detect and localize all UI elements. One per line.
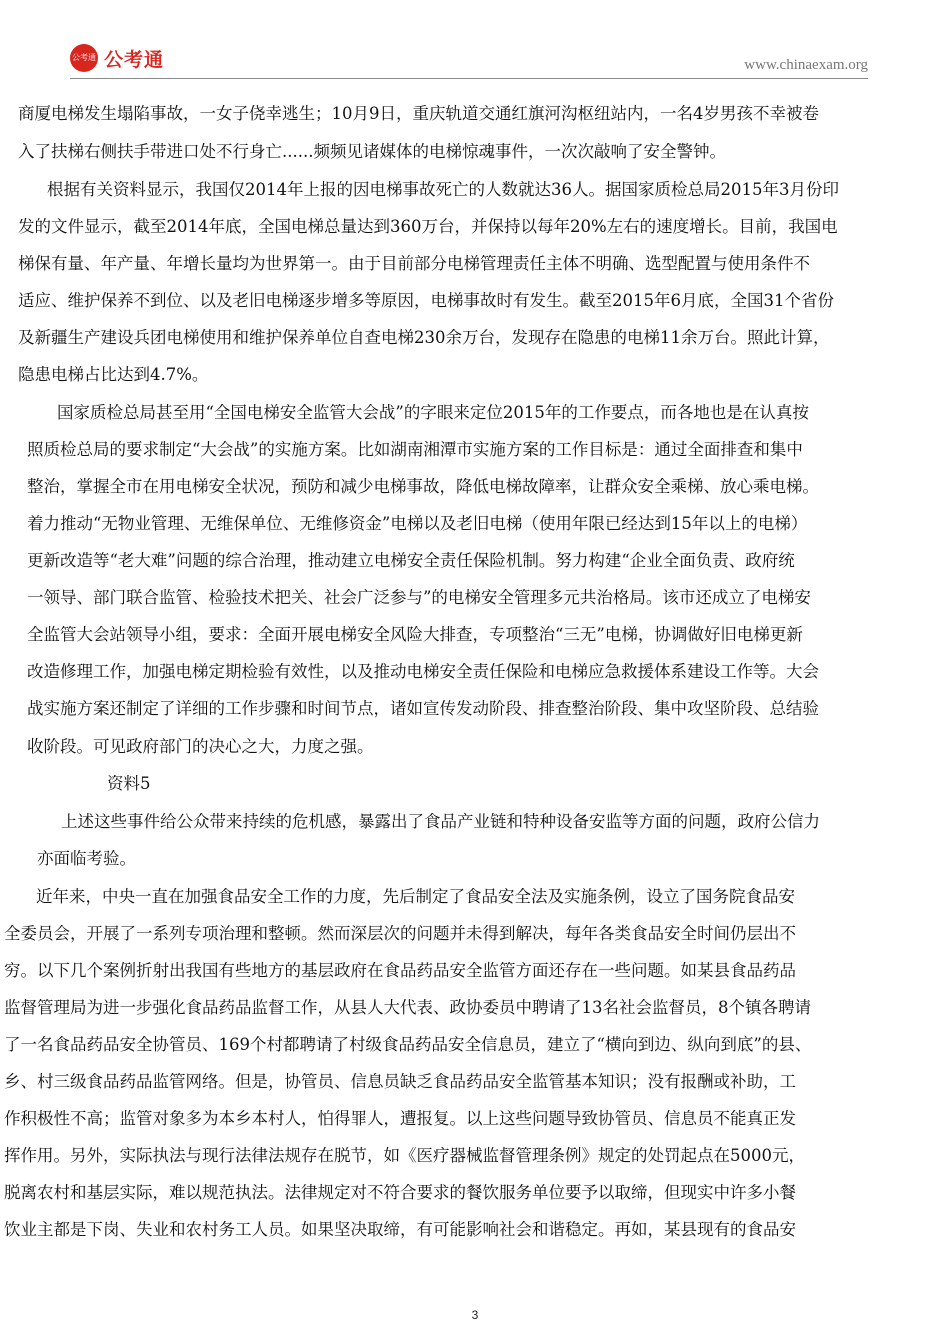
page-header — [0, 0, 950, 80]
logo — [70, 44, 164, 72]
text-line: 梯保有量、年产量、年增长量均为世界第一。由于目前部分电梯管理责任主体不明确、选型配置与使用条件不 — [18, 254, 810, 273]
text-line: 根据有关资料显示，我国仅2014年上报的因电梯事故死亡的人数就达36人。据国家质检总局2015年3月份印 — [47, 180, 839, 199]
text-line: 乡、村三级食品药品监管网络。但是，协管员、信息员缺乏食品药品安全监管基本知识；没有报酬或补助，工 — [4, 1072, 796, 1091]
text-line: 全监管大会站领导小组，要求：全面开展电梯安全风险大排查，专项整治“三无”电梯，协调做好旧电梯更新 — [27, 625, 803, 644]
text-line: 入了扶梯右侧扶手带进口处不行身亡......频频见诸媒体的电梯惊魂事件，一次次敲响了安全警钟。 — [18, 142, 726, 161]
text-line: 亦面临考验。 — [37, 849, 136, 868]
logo-badge-icon: 公考通 — [70, 44, 98, 72]
text-line: 改造修理工作，加强电梯定期检验有效性，以及推动电梯安全责任保险和电梯应急救援体系建设工作等。大会 — [27, 662, 819, 681]
text-line: 照质检总局的要求制定“大会战”的实施方案。比如湖南湘潭市实施方案的工作目标是：通过全面排查和集中 — [27, 440, 803, 459]
text-line: 战实施方案还制定了详细的工作步骤和时间节点，诸如宣传发动阶段、排查整治阶段、集中攻坚阶段、总结验 — [27, 699, 819, 718]
text-line: 监督管理局为进一步强化食品药品监督工作，从县人大代表、政协委员中聘请了13名社会监督员，8个镇各聘请 — [4, 998, 811, 1017]
text-line: 穷。以下几个案例折射出我国有些地方的基层政府在食品药品安全监管方面还存在一些问题。如某县食品药品 — [4, 961, 796, 980]
text-line: 上述这些事件给公众带来持续的危机感，暴露出了食品产业链和特种设备安监等方面的问题，政府公信力 — [61, 812, 820, 831]
text-line: 国家质检总局甚至用“全国电梯安全监管大会战”的字眼来定位2015年的工作要点，而各地也是在认真按 — [57, 403, 809, 422]
section-heading: 资料5 — [107, 774, 151, 793]
text-line: 一领导、部门联合监管、检验技术把关、社会广泛参与”的电梯安全管理多元共治格局。该市还成立了电梯安 — [27, 588, 811, 607]
text-line: 收阶段。可见政府部门的决心之大，力度之强。 — [27, 737, 374, 756]
text-line: 作积极性不高；监管对象多为本乡本村人，怕得罪人，遭报复。以上这些问题导致协管员、信息员不能真正发 — [4, 1109, 796, 1128]
text-line: 了一名食品药品安全协管员、169个村都聘请了村级食品药品安全信息员，建立了“横向到边、纵向到底”的县、 — [4, 1035, 812, 1054]
text-line: 隐患电梯占比达到4.7%。 — [18, 365, 209, 384]
page-number: 3 — [471, 1308, 479, 1322]
text-line: 全委员会，开展了一系列专项治理和整顿。然而深层次的问题并未得到解决，每年各类食品安全时间仍层出不 — [4, 924, 796, 943]
text-line: 发的文件显示，截至2014年底，全国电梯总量达到360万台，并保持以每年20%左右的速度增长。目前，我国电 — [18, 217, 838, 236]
text-line: 挥作用。另外，实际执法与现行法律法规存在脱节，如《医疗器械监督管理条例》规定的处罚起点在5000元， — [4, 1146, 805, 1165]
text-line: 整治，掌握全市在用电梯安全状况，预防和减少电梯事故，降低电梯故障率，让群众安全乘梯、放心乘电梯。 — [27, 477, 819, 496]
logo-text: 公考通 — [104, 48, 165, 71]
text-line: 饮业主都是下岗、失业和农村务工人员。如果坚决取缔，有可能影响社会和谐稳定。再如，某县现有的食品安 — [4, 1220, 796, 1239]
text-line: 商厦电梯发生塌陷事故，一女子侥幸逃生；10月9日，重庆轨道交通红旗河沟枢纽站内，一名4岁男孩不幸被卷 — [18, 104, 819, 123]
site-url[interactable]: www.chinaexam.org — [744, 57, 868, 73]
text-line: 着力推动“无物业管理、无维保单位、无维修资金”电梯以及老旧电梯（使用年限已经达到15年以上的电梯） — [27, 514, 808, 533]
text-line: 近年来，中央一直在加强食品安全工作的力度，先后制定了食品安全法及实施条例，设立了国务院食品安 — [36, 887, 795, 906]
text-line: 脱离农村和基层实际，难以规范执法。法律规定对不符合要求的餐饮服务单位要予以取缔，但现实中许多小餐 — [4, 1183, 796, 1202]
header-divider — [70, 78, 868, 79]
text-line: 更新改造等“老大难”问题的综合治理，推动建立电梯安全责任保险机制。努力构建“企业全面负责、政府统 — [27, 551, 795, 570]
text-line: 及新疆生产建设兵团电梯使用和维护保养单位自查电梯230余万台，发现存在隐患的电梯11余万台。照此计算， — [18, 328, 830, 347]
text-line: 适应、维护保养不到位、以及老旧电梯逐步增多等原因，电梯事故时有发生。截至2015年6月底，全国31个省份 — [18, 291, 834, 310]
